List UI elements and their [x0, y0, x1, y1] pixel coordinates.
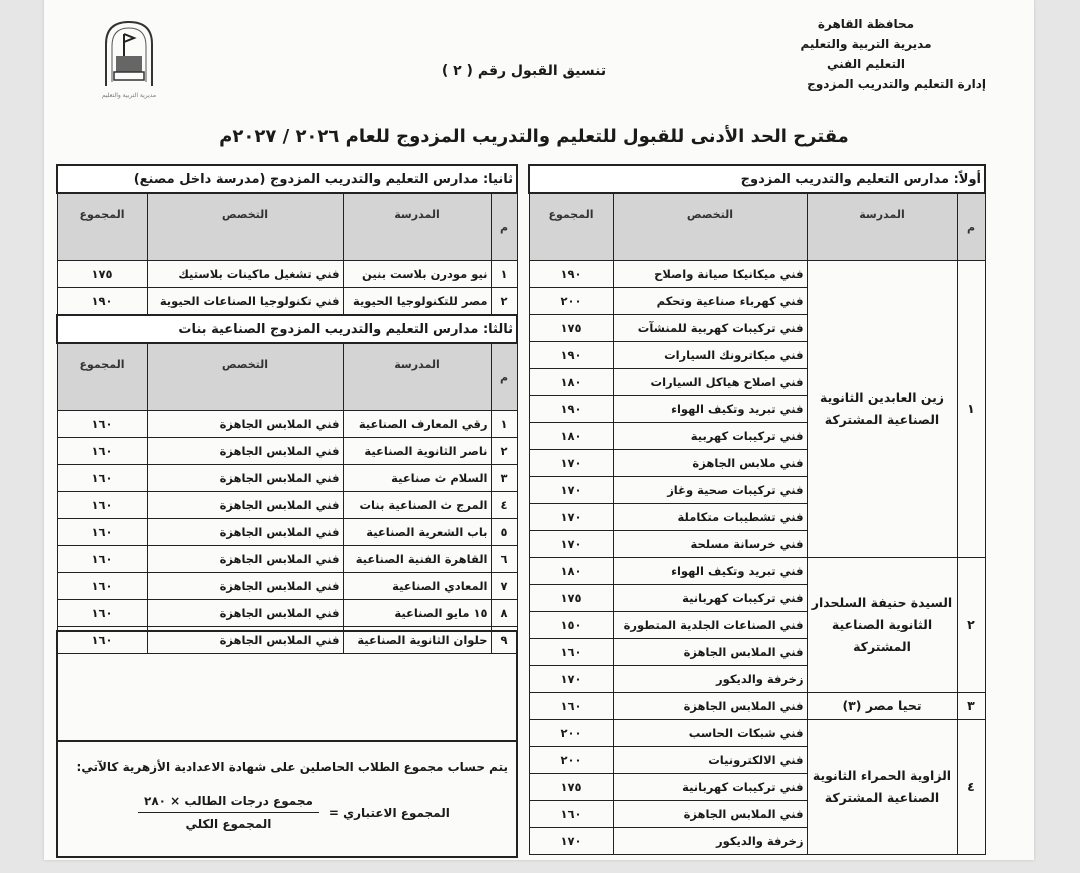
formula-lhs: المجموع الاعتباري = — [328, 805, 450, 820]
blank-area — [56, 630, 518, 742]
specialization: فني الملابس الجاهزة — [147, 465, 343, 492]
school-name: نيو مودرن بلاست بنين — [343, 261, 491, 288]
min-total: ١٦٠ — [57, 465, 147, 492]
table-row — [57, 438, 517, 465]
specialization: فني تشغيل ماكينات بلاستيك — [147, 261, 343, 288]
row-number: ٣ — [957, 693, 985, 720]
main-title: مقترح الحد الأدنى للقبول للتعليم والتدريب المزدوج للعام ٢٠٢٦ / ٢٠٢٧م — [219, 126, 849, 147]
col-head-num: م — [491, 343, 517, 411]
table-row — [57, 492, 517, 519]
min-total: ١٧٥ — [529, 585, 613, 612]
min-total: ١٦٠ — [57, 546, 147, 573]
logo-caption: مديرية التربية والتعليم — [101, 92, 157, 99]
specialization: فني الملابس الجاهزة — [147, 600, 343, 627]
min-total: ١٦٠ — [57, 411, 147, 438]
specialization: فني الملابس الجاهزة — [147, 573, 343, 600]
row-number: ٧ — [491, 573, 517, 600]
min-total: ١٧٠ — [529, 531, 613, 558]
row-number: ٥ — [491, 519, 517, 546]
specialization: فني الملابس الجاهزة — [613, 693, 807, 720]
section1-table — [528, 164, 986, 855]
col-head-spec: التخصص — [147, 343, 343, 411]
table-row — [57, 465, 517, 492]
specialization: فني ملابس الجاهزة — [613, 450, 807, 477]
school-name: رقي المعارف الصناعية — [343, 411, 491, 438]
header-line-governorate: محافظة القاهرة — [817, 17, 915, 31]
section1-title: أولاً: مدارس التعليم والتدريب المزدوج — [529, 165, 985, 193]
specialization: فني تركيبات كهربانية — [613, 774, 807, 801]
table-row — [529, 261, 985, 288]
specialization: فني الملابس الجاهزة — [147, 492, 343, 519]
table-row — [57, 288, 517, 316]
min-total: ٢٠٠ — [529, 720, 613, 747]
col-head-total: المجموع — [57, 343, 147, 411]
school-name: حلوان الثانوية الصناعية — [343, 627, 491, 654]
specialization: فني الملابس الجاهزة — [147, 627, 343, 654]
row-number: ٣ — [491, 465, 517, 492]
school-name: ناصر الثانوية الصناعية — [343, 438, 491, 465]
specialization: فني الملابس الجاهزة — [613, 639, 807, 666]
row-number: ٤ — [957, 720, 985, 855]
school-name: باب الشعرية الصناعية — [343, 519, 491, 546]
min-total: ١٥٠ — [529, 612, 613, 639]
min-total: ١٩٠ — [529, 261, 613, 288]
min-total: ١٧٠ — [529, 477, 613, 504]
table-row — [57, 519, 517, 546]
col-head-spec: التخصص — [147, 193, 343, 261]
table-row — [529, 558, 985, 585]
specialization: فني شبكات الحاسب — [613, 720, 807, 747]
specialization: فني اصلاح هياكل السيارات — [613, 369, 807, 396]
section3-title: ثالثا: مدارس التعليم والتدريب المزدوج الصناعية بنات — [57, 315, 517, 343]
specialization: فني الملابس الجاهزة — [147, 546, 343, 573]
document-page — [44, 0, 1034, 860]
specialization: فني خرسانة مسلحة — [613, 531, 807, 558]
row-number: ٢ — [957, 558, 985, 693]
header-line-directorate: مديرية التربية والتعليم — [800, 37, 932, 51]
formula-denominator: المجموع الكلي — [185, 817, 272, 831]
specialization: فني تبريد وتكيف الهواء — [613, 558, 807, 585]
note-text: يتم حساب مجموع الطلاب الحاصلين على شهادة الاعدادية الأزهرية كالآتي: — [76, 760, 508, 774]
min-total: ١٦٠ — [57, 519, 147, 546]
min-total: ١٦٠ — [57, 573, 147, 600]
row-number: ٢ — [491, 288, 517, 316]
col-head-school: المدرسة — [343, 343, 491, 411]
row-number: ٦ — [491, 546, 517, 573]
authority-header — [746, 14, 986, 94]
school-name: المرج ث الصناعية بنات — [343, 492, 491, 519]
row-number: ١ — [491, 261, 517, 288]
min-total: ١٦٠ — [529, 801, 613, 828]
min-total: ٢٠٠ — [529, 747, 613, 774]
min-total: ١٧٥ — [529, 774, 613, 801]
min-total: ١٧٥ — [57, 261, 147, 288]
specialization: فني تركيبات كهربية للمنشآت — [613, 315, 807, 342]
specialization: فني الملابس الجاهزة — [613, 801, 807, 828]
specialization: فني الملابس الجاهزة — [147, 411, 343, 438]
min-total: ١٨٠ — [529, 369, 613, 396]
school-name: مصر للتكنولوجيا الحيوية — [343, 288, 491, 316]
row-number: ١ — [957, 261, 985, 558]
specialization: فني ميكاترونك السيارات — [613, 342, 807, 369]
col-head-num: م — [491, 193, 517, 261]
specialization: فني الصناعات الجلدية المتطورة — [613, 612, 807, 639]
specialization: فني ميكانيكا صيانة واصلاح — [613, 261, 807, 288]
specialization: فني تركيبات كهربية — [613, 423, 807, 450]
school-name: زين العابدين الثانوية الصناعية المشتركة — [807, 261, 957, 558]
table-row — [57, 546, 517, 573]
header-line-department: إدارة التعليم والتدريب المزدوج — [807, 77, 986, 91]
specialization: فني الالكترونيات — [613, 747, 807, 774]
min-total: ١٧٠ — [529, 828, 613, 855]
min-total: ١٩٠ — [57, 288, 147, 316]
specialization: فني تركيبات كهربانية — [613, 585, 807, 612]
row-number: ٩ — [491, 627, 517, 654]
min-total: ١٦٠ — [529, 693, 613, 720]
row-number: ٨ — [491, 600, 517, 627]
min-total: ٢٠٠ — [529, 288, 613, 315]
ministry-logo — [74, 16, 184, 112]
specialization: فني تركيبات صحية وغاز — [613, 477, 807, 504]
section2-title: ثانيا: مدارس التعليم والتدريب المزدوج (مدرسة داخل مصنع) — [57, 165, 517, 193]
min-total: ١٦٠ — [57, 438, 147, 465]
row-number: ١ — [491, 411, 517, 438]
specialization: فني كهرباء صناعية وتحكم — [613, 288, 807, 315]
min-total: ١٦٠ — [529, 639, 613, 666]
school-name: الزاوية الحمراء الثانوية الصناعية المشتركة — [807, 720, 957, 855]
col-head-total: المجموع — [57, 193, 147, 261]
col-head-total: المجموع — [529, 193, 613, 261]
row-number: ٢ — [491, 438, 517, 465]
specialization: فني تبريد وتكيف الهواء — [613, 396, 807, 423]
min-total: ١٧٠ — [529, 450, 613, 477]
school-name: القاهرة الفنية الصناعية — [343, 546, 491, 573]
min-total: ١٩٠ — [529, 342, 613, 369]
min-total: ١٩٠ — [529, 396, 613, 423]
table-row — [57, 600, 517, 627]
school-name: ١٥ مايو الصناعية — [343, 600, 491, 627]
specialization: فني الملابس الجاهزة — [147, 438, 343, 465]
specialization: فني تكنولوجيا الصناعات الحيوية — [147, 288, 343, 316]
min-total: ١٧٥ — [529, 315, 613, 342]
school-name: السيدة حنيفة السلحدار الثانوية الصناعية المشتركة — [807, 558, 957, 693]
min-total: ١٨٠ — [529, 558, 613, 585]
section2-3-table — [56, 164, 518, 654]
table-row — [57, 411, 517, 438]
min-total: ١٦٠ — [57, 627, 147, 654]
header-line-sector: التعليم الفني — [827, 57, 905, 71]
col-head-spec: التخصص — [613, 193, 807, 261]
school-name: المعادي الصناعية — [343, 573, 491, 600]
row-number: ٤ — [491, 492, 517, 519]
table-row — [529, 720, 985, 747]
formula-fraction — [138, 794, 319, 831]
specialization: فني تشطيبات متكاملة — [613, 504, 807, 531]
specialization: زخرفة والديكور — [613, 666, 807, 693]
min-total: ١٧٠ — [529, 504, 613, 531]
min-total: ١٦٠ — [57, 600, 147, 627]
school-name: السلام ث صناعية — [343, 465, 491, 492]
table-row — [57, 261, 517, 288]
formula — [138, 794, 450, 831]
min-total: ١٧٠ — [529, 666, 613, 693]
col-head-num: م — [957, 193, 985, 261]
specialization: فني الملابس الجاهزة — [147, 519, 343, 546]
col-head-school: المدرسة — [343, 193, 491, 261]
emblem-icon — [94, 16, 164, 90]
min-total: ١٨٠ — [529, 423, 613, 450]
coordination-number: تنسيق القبول رقم ( ٢ ) — [441, 63, 607, 79]
note-box — [56, 740, 518, 858]
specialization: زخرفة والديكور — [613, 828, 807, 855]
school-name: تحيا مصر (٣) — [807, 693, 957, 720]
formula-numerator: مجموع درجات الطالب × ٢٨٠ — [138, 794, 319, 813]
col-head-school: المدرسة — [807, 193, 957, 261]
table-row — [57, 573, 517, 600]
min-total: ١٦٠ — [57, 492, 147, 519]
table-row — [529, 693, 985, 720]
